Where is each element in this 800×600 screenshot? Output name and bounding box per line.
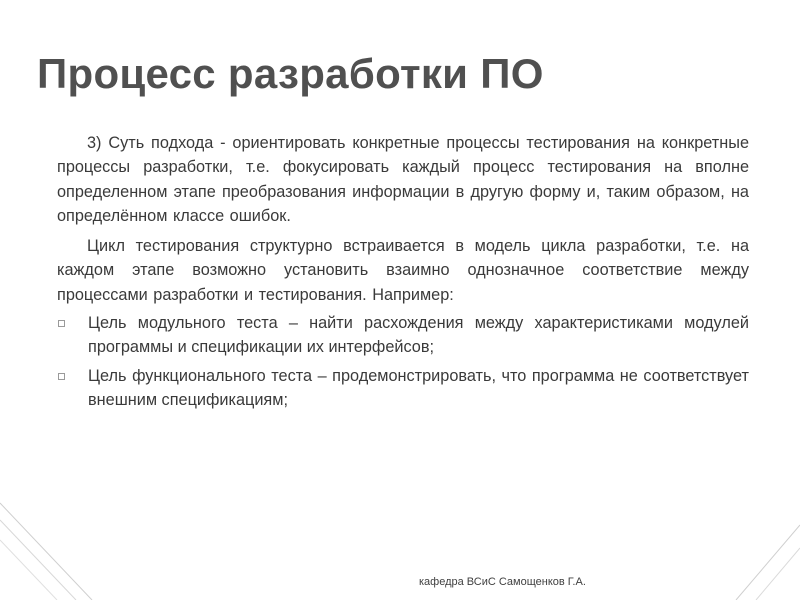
- bullet-item: [57, 364, 749, 413]
- paragraph-approach: 3) Суть подхода - ориентировать конкретные процессы тестирования на конкретные процессы разработки, т.е. фокусировать каждый процесс тестирования на вполне определенном этапе преобразования информации в другую форму и, таким образом, на определённом классе ошибок.: [57, 134, 749, 225]
- slide-title: Процесс разработки ПО: [37, 50, 544, 97]
- bullet-item: [57, 311, 749, 360]
- paragraph-test-cycle: Цикл тестирования структурно встраивается в модель цикла разработки, т.е. на каждом этапе возможно установить взаимно однозначное соответствие между процессами разработки и тестирования. Например:: [57, 237, 749, 304]
- bullet-text: Цель модульного теста – найти расхождения между характеристиками модулей программы и спецификации их интерфейсов;: [88, 314, 749, 357]
- bullet-text: Цель функционального теста – продемонстрировать, что программа не соответствует внешним спецификациям;: [88, 366, 749, 409]
- slide-body: [57, 131, 749, 412]
- square-outline-icon: [58, 373, 65, 380]
- slide-footer: кафедра ВСиС Самощенков Г.А.: [419, 576, 586, 588]
- square-outline-icon: [58, 320, 65, 327]
